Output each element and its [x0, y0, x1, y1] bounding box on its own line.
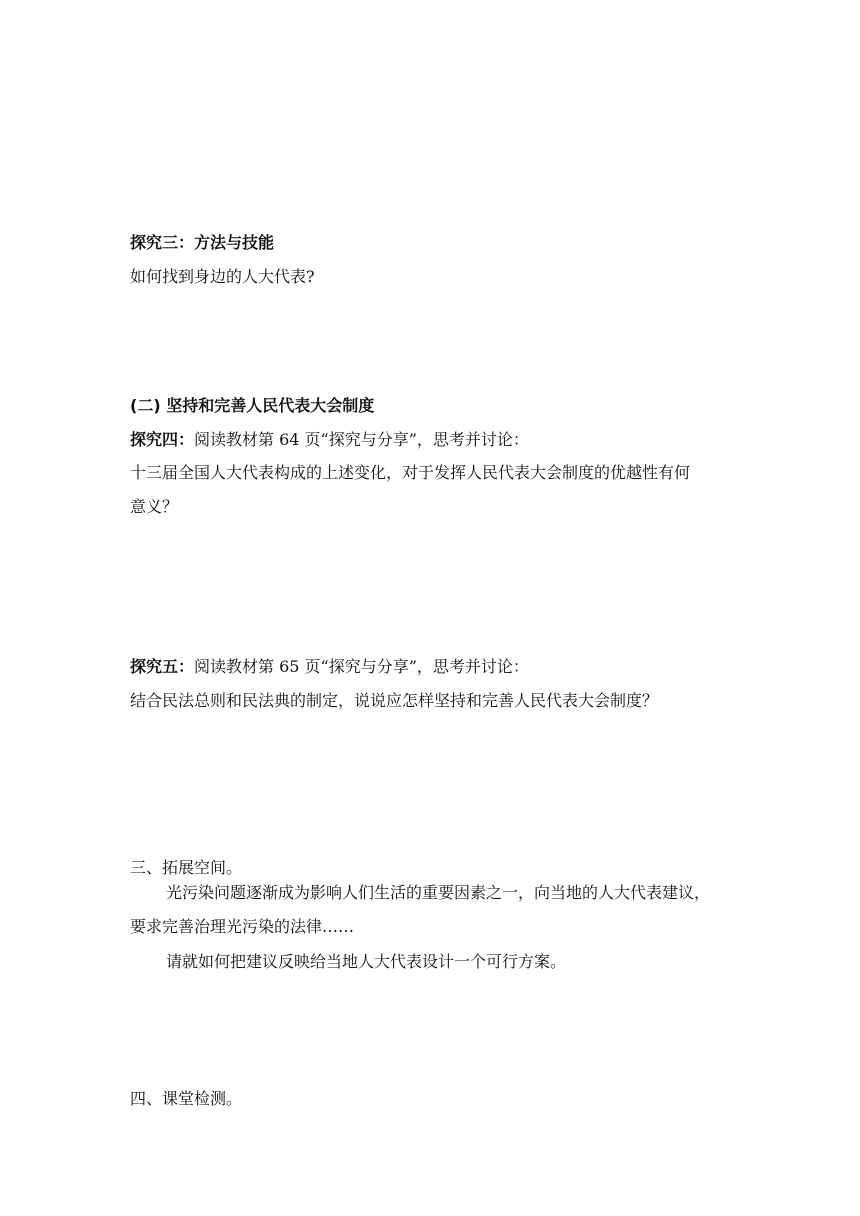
explore5-question: 结合民法总则和民法典的制定，说说应怎样坚持和完善人民代表大会制度？ [130, 691, 659, 710]
explore5-prompt: 阅读教材第 65 页“探究与分享”，思考并讨论： [194, 657, 529, 676]
explore4-line [130, 430, 529, 450]
explore5-line [130, 657, 529, 677]
extension-para-line1: 光污染问题逐渐成为影响人们生活的重要因素之一，向当地的人大代表建议， [166, 883, 711, 902]
explore4-label: 探究四： [130, 430, 195, 449]
explore4-question-line2: 意义？ [130, 497, 179, 516]
extension-task: 请就如何把建议反映给当地人大代表设计一个可行方案。 [166, 952, 567, 971]
extension-para-line2: 要求完善治理光污染的法律…… [130, 917, 355, 936]
extension-heading: 三、拓展空间。 [130, 858, 243, 877]
explore4-prompt: 阅读教材第 64 页“探究与分享”，思考并讨论： [194, 430, 529, 449]
classroom-check-heading: 四、课堂检测。 [130, 1089, 243, 1108]
part2-heading: (二) 坚持和完善人民代表大会制度 [130, 396, 375, 415]
explore4-question-line1: 十三届全国人大代表构成的上述变化，对于发挥人民代表大会制度的优越性有何 [130, 463, 691, 482]
explore5-label: 探究五： [130, 657, 195, 676]
section3-question: 如何找到身边的人大代表? [130, 267, 315, 286]
section3-heading: 探究三：方法与技能 [130, 233, 275, 252]
